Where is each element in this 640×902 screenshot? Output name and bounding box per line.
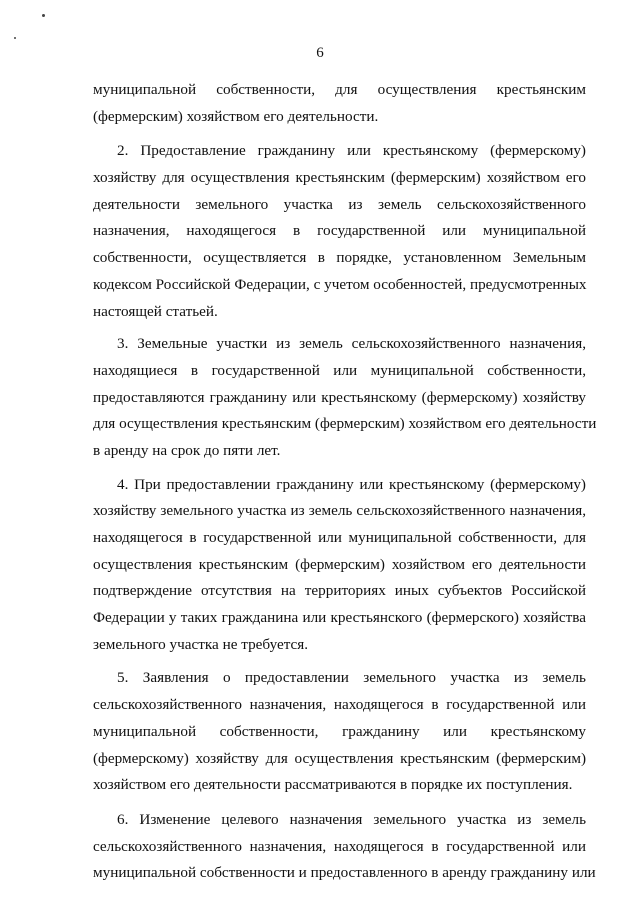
text-line: хозяйству земельного участка из земель сельскохозяйственного назначения, (93, 502, 586, 520)
text-line: кодексом Российской Федерации, с учетом особенностей, предусмотренных (93, 275, 587, 293)
page-number: 6 (316, 45, 324, 61)
text-line: назначения, находящегося в государственной или муниципальной (93, 222, 586, 240)
text-line: хозяйству для осуществления крестьянским (фермерским) хозяйством его (93, 169, 586, 187)
text-line: 3. Земельные участки из земель сельскохозяйственного назначения, (117, 335, 586, 353)
paragraph (93, 331, 597, 464)
text-line: находящегося в государственной или муниципальной собственности, для (93, 529, 586, 546)
text-line: хозяйством его деятельности рассматриваются в порядке их поступления. (93, 776, 573, 794)
text-line: 5. Заявления о предоставлении земельного участка из земель (117, 669, 586, 687)
text-line: муниципальной собственности и предоставленного в аренду гражданину или (93, 864, 596, 882)
paragraph (93, 138, 586, 325)
text-line: деятельности земельного участка из земель сельскохозяйственного (93, 195, 586, 213)
text-line: 4. При предоставлении гражданину или крестьянскому (фермерскому) (117, 475, 586, 493)
text-line: Федерации у таких гражданина или крестьянского (фермерского) хозяйства (93, 609, 586, 627)
text-line: (фермерскому) хозяйству для осуществления крестьянским (фермерским) (93, 749, 586, 767)
scan-speck (42, 14, 45, 17)
text-line: находящиеся в государственной или муниципальной собственности, (93, 361, 586, 379)
scan-speck (14, 37, 16, 39)
text-line: осуществления крестьянским (фермерским) хозяйством его деятельности (93, 555, 586, 573)
text-line: в аренду на срок до пяти лет. (93, 441, 281, 459)
text-line: (фермерским) хозяйством его деятельности. (93, 107, 379, 125)
paragraph (93, 472, 586, 659)
text-line: 6. Изменение целевого назначения земельного участка из земель (117, 810, 586, 828)
text-line: предоставляются гражданину или крестьянскому (фермерскому) хозяйству (93, 388, 586, 406)
text-line: земельного участка не требуется. (93, 635, 309, 653)
text-line: сельскохозяйственного назначения, находящегося в государственной или (93, 696, 586, 714)
text-line: муниципальной собственности, гражданину или крестьянскому (93, 722, 586, 740)
text-line: 2. Предоставление гражданину или крестьянскому (фермерскому) (117, 142, 586, 160)
text-line: собственности, осуществляется в порядке, установленном Земельным (93, 249, 586, 267)
text-line: муниципальной собственности, для осуществления крестьянским (93, 81, 586, 98)
text-line: настоящей статьей. (93, 302, 218, 320)
document-body (93, 77, 597, 887)
paragraph (93, 77, 586, 130)
text-line: подтверждение отсутствия на территориях иных субъектов Российской (93, 582, 586, 600)
text-line: для осуществления крестьянским (фермерским) хозяйством его деятельности (93, 415, 597, 433)
paragraph (93, 665, 586, 798)
text-line: сельскохозяйственного назначения, находящегося в государственной или (93, 837, 586, 855)
paragraph (93, 807, 596, 887)
